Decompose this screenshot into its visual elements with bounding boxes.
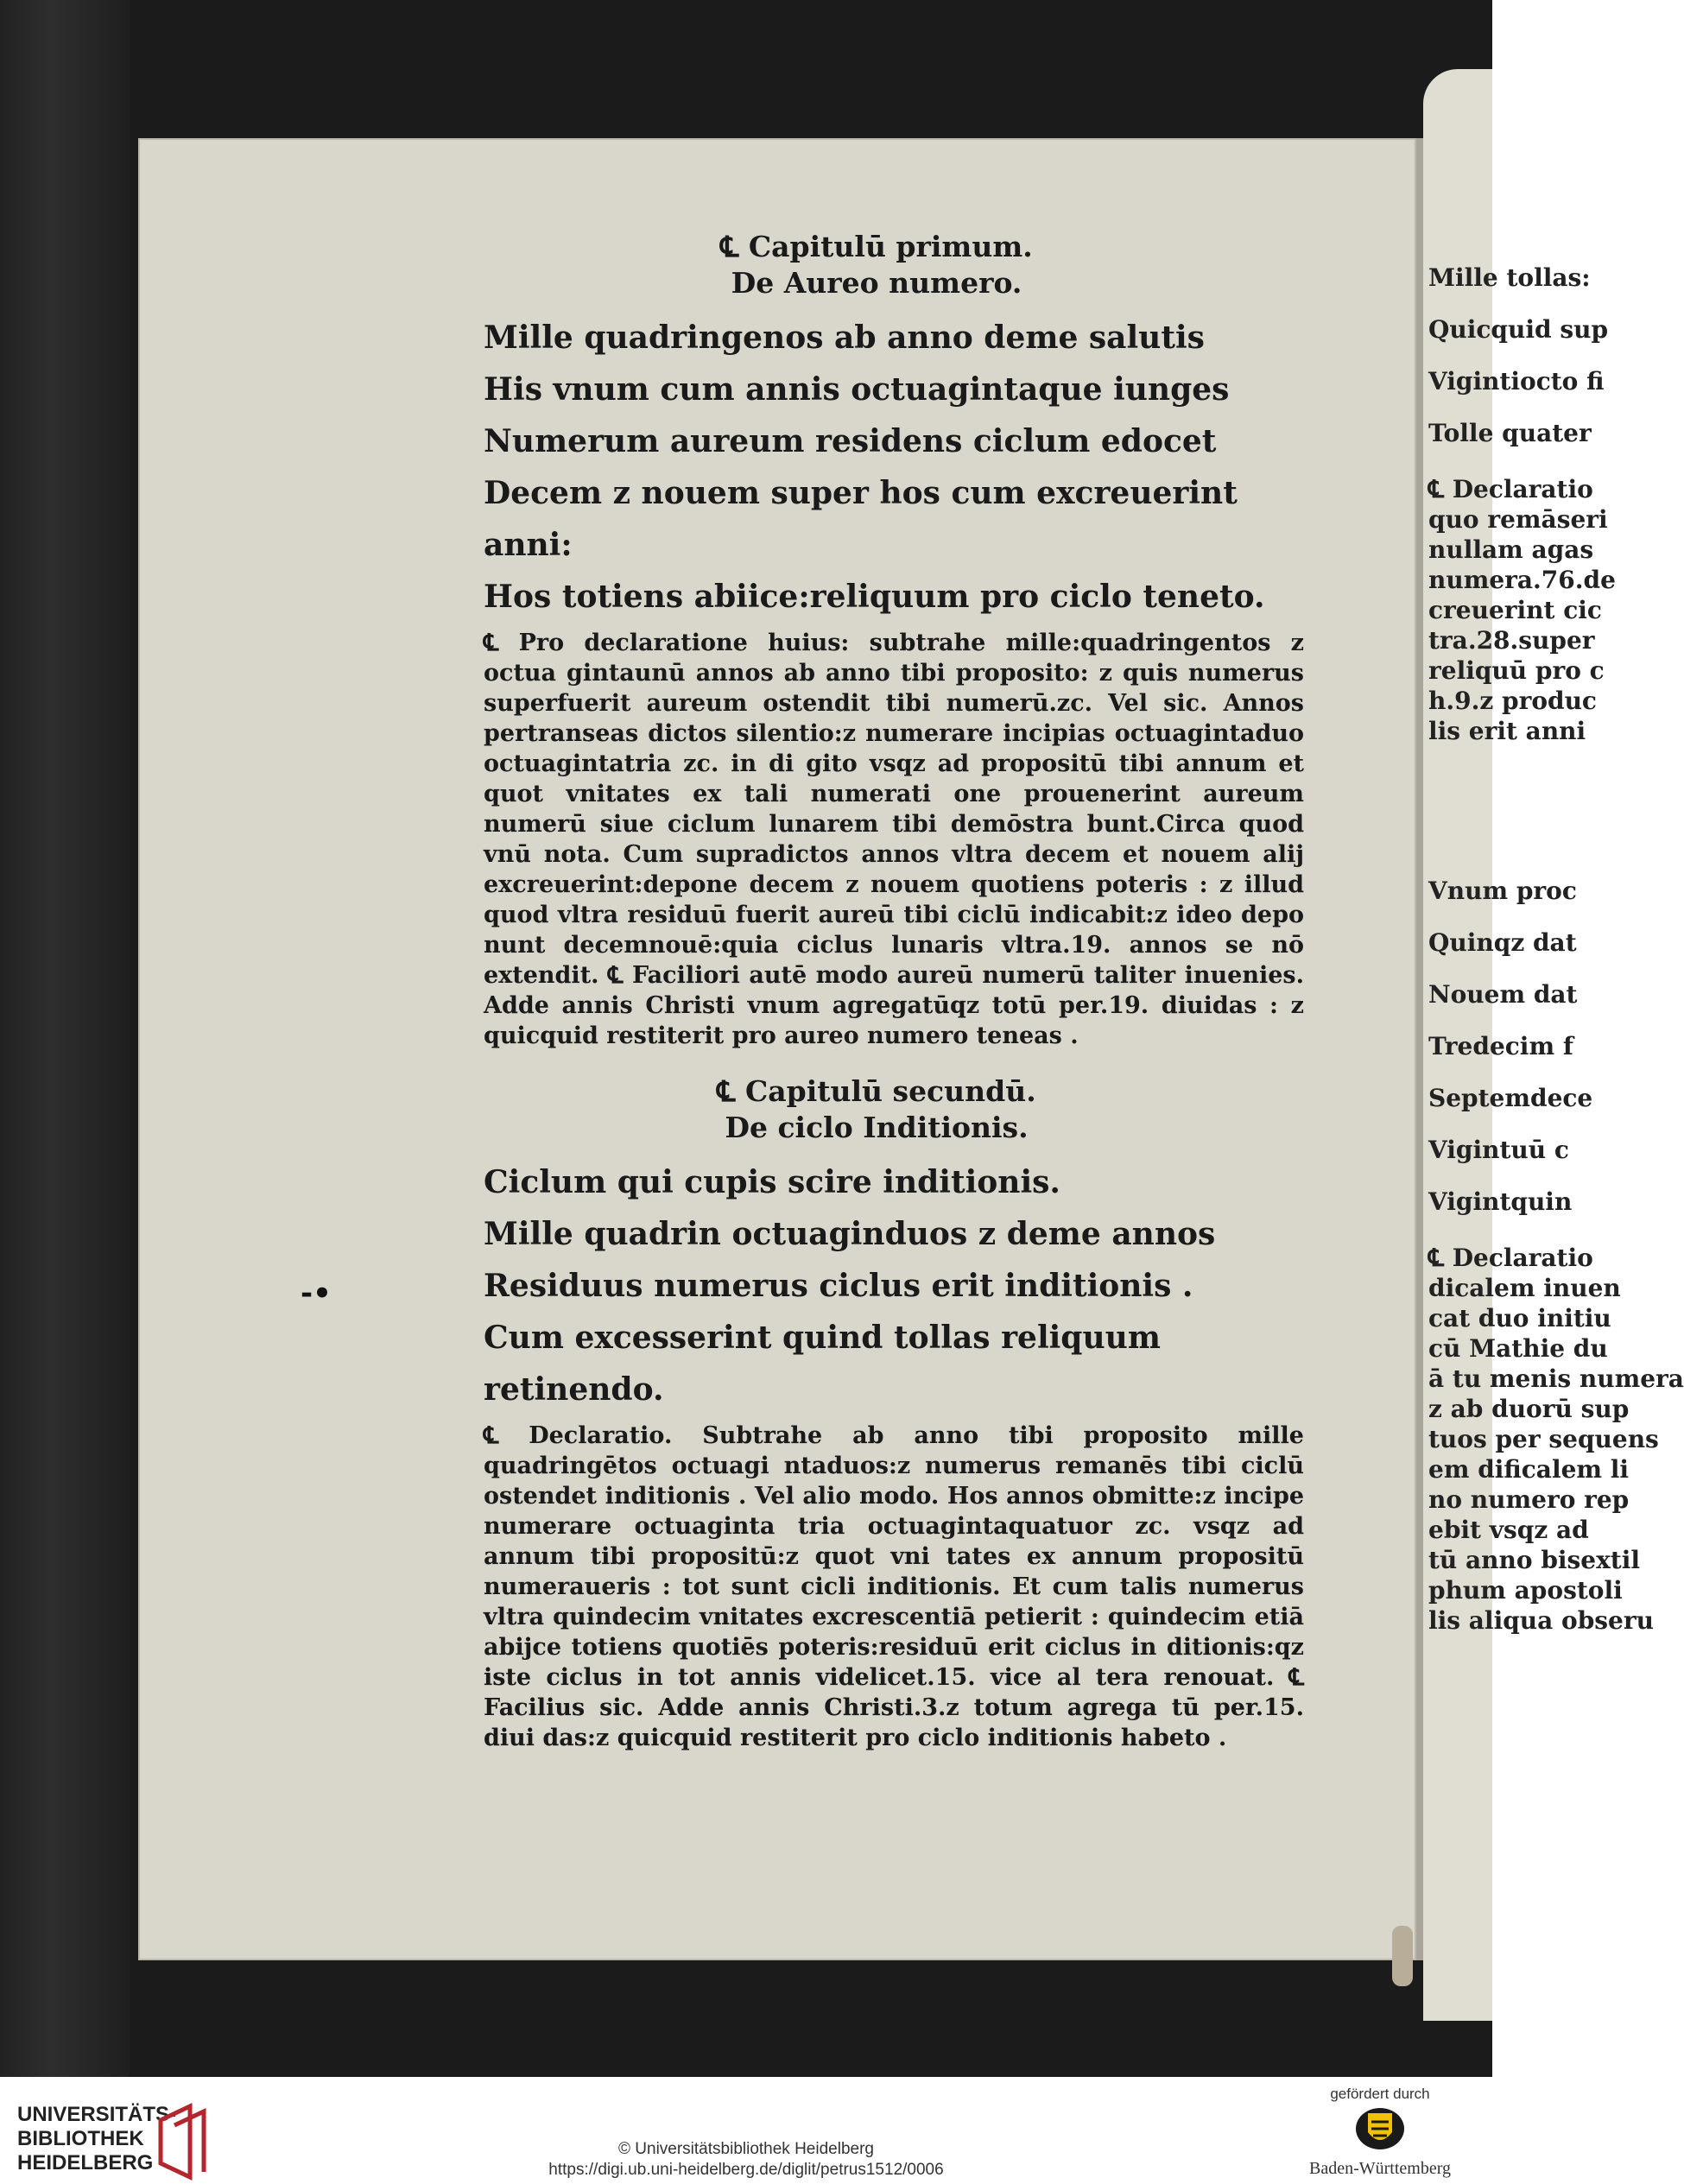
facing-fragment: reliquū pro c <box>1428 656 1605 685</box>
binding-cloth <box>0 0 130 2077</box>
facing-fragment: ℄ Declaratio <box>1428 475 1593 503</box>
facing-fragment: Nouem dat <box>1428 980 1578 1009</box>
facing-fragment: Tolle quater <box>1428 419 1592 447</box>
facing-fragment: Quinqz dat <box>1428 928 1577 957</box>
facing-fragment: nullam agas <box>1428 535 1594 564</box>
facing-fragment: tra.28.super <box>1428 626 1595 655</box>
verse-block-1 <box>484 312 1304 623</box>
chapter-1-title: ℄ Capitulū primum. <box>720 230 1033 263</box>
facing-fragment: cū Mathie du <box>1428 1334 1608 1363</box>
page-text <box>484 229 1304 1753</box>
facing-fragment: ā tu menis numera <box>1428 1364 1684 1393</box>
facing-fragment: lis erit anni <box>1428 717 1586 745</box>
footer-bar <box>0 2077 1492 2184</box>
facing-fragment: tū anno bisextil <box>1428 1546 1641 1574</box>
facing-fragment: ℄ Declaratio <box>1428 1244 1593 1272</box>
facing-fragment: em dificalem li <box>1428 1455 1630 1484</box>
permalink[interactable]: https://digi.ub.uni-heidelberg.de/diglit/petrus1512/0006 <box>548 2161 944 2179</box>
coat-of-arms-icon <box>1354 2106 1406 2151</box>
commentary-1: ℄ Pro declaratione huius: subtrahe mille:quadringentos z octua gintaunū annos ab anno tibi proposito: z quis numerus superfuerit aureum ostendit tibi numerū.zc. Vel sic. Annos pertranseas dictos silentio:z numerare incipias octuagintaduo octuagintatria zc. in di gito vsqz ad propositū tibi annum et quot vnitates ex tali numerati one prouenerint aureum numerū siue ciclum lunarem tibi demōstra bunt.Circa quod vnū nota. Cum supradictos annos vltra decem et nouem alij excreuerint:depone decem z nouem quotiens poteris : z illud quod vltra residuū fuerit aureū tibi ciclū indicabit:z ideo depo nunt decemnouē:quia ciclus lunaris vltra.19. annos se nō extendit. ℄ Faciliori autē modo aureū numerū taliter inuenies. Adde annis Christi vnum agregatūqz totū per.19. diuidas : z quicquid restiterit pro aureo numero teneas . <box>484 630 1304 1049</box>
facing-fragment: tuos per sequens <box>1428 1425 1659 1453</box>
facing-fragment: Septemdece <box>1428 1084 1593 1112</box>
facing-fragment: numera.76.de <box>1428 566 1616 594</box>
facing-fragment: Vigintiocto fi <box>1428 367 1605 396</box>
sponsor-block[interactable] <box>1294 2086 1466 2179</box>
facing-fragment: cat duo initiu <box>1428 1304 1611 1333</box>
verse-line: Cum excesserint quind tollas reliquum retinendo. <box>484 1320 1161 1408</box>
chapter-2-title: ℄ Capitulū secundū. <box>717 1074 1036 1108</box>
facing-fragment: lis aliqua obseru <box>1428 1606 1654 1635</box>
margin-mark: -• <box>301 1276 332 1311</box>
chapter-2-subtitle: De ciclo Inditionis. <box>725 1111 1029 1144</box>
facing-fragment: z ab duorū sup <box>1428 1395 1630 1423</box>
facing-fragment: Mille tollas: <box>1428 263 1591 292</box>
verse-line: Numerum aureum residens ciclum edocet <box>484 423 1217 459</box>
library-name: UNIVERSITÄTS- BIBLIOTHEK HEIDELBERG <box>17 2103 177 2175</box>
verse-line: Decem z nouem super hos cum excreuerint anni: <box>484 475 1238 563</box>
verse-line: Mille quadrin octuaginduos z deme annos <box>484 1216 1216 1252</box>
verse-block-2 <box>484 1156 1304 1415</box>
facing-fragment: h.9.z produc <box>1428 687 1597 715</box>
commentary-2: ℄ Declaratio. Subtrahe ab anno tibi proposito mille quadringētos octuagi ntaduos:z numerus remanēs tibi ciclū ostendet inditionis . Vel alio modo. Hos annos obmitte:z incipe numerare octuaginta tria octuagintaquatuor zc. vsqz ad annum tibi propositū:z quot vni tates ex annum propositū numeraueris : tot sunt cicli inditionis. Et cum talis numerus vltra quindecim vnitates excrescentiā petierit : quindecim etiā abijce totiens quotiēs poteris:residuū erit ciclus in ditionis:qz iste ciclus in tot annis videlicet.15. vice al tera renouat. ℄ Facilius sic. Adde annis Christi.3.z totum agrega tū per.15. diui das:z quicquid restiterit pro ciclo inditionis habeto . <box>484 1422 1304 1751</box>
bookmark-ribbon <box>1392 1926 1413 1986</box>
verse-line: His vnum cum annis octuagintaque iunges <box>484 371 1230 408</box>
facing-fragment: Vigintuū c <box>1428 1136 1569 1164</box>
facing-fragment: quo remāseri <box>1428 505 1608 534</box>
verse-line: Residuus numerus ciclus erit inditionis . <box>484 1268 1193 1304</box>
sponsor-label: gefördert durch <box>1330 2086 1430 2102</box>
facing-fragment: no numero rep <box>1428 1485 1630 1514</box>
copyright-notice <box>0 2139 1492 2181</box>
facing-fragment: dicalem inuen <box>1428 1274 1621 1302</box>
facing-page <box>1423 69 1684 2021</box>
copyright-text: © Universitätsbibliothek Heidelberg <box>618 2140 874 2158</box>
verse-line: Hos totiens abiice:reliquum pro ciclo teneto. <box>484 579 1265 615</box>
facing-fragment: phum apostoli <box>1428 1576 1623 1605</box>
facing-fragment: Vigintquin <box>1428 1187 1573 1216</box>
page-edge <box>1416 138 1423 1960</box>
facing-fragment: creuerint cic <box>1428 596 1602 624</box>
facing-fragment: Quicquid sup <box>1428 315 1609 344</box>
chapter-1-subtitle: De Aureo numero. <box>731 266 1022 300</box>
facing-fragment: ebit vsqz ad <box>1428 1516 1589 1544</box>
sponsor-name: Baden-Württemberg <box>1308 2159 1451 2178</box>
verse-line: Mille quadringenos ab anno deme salutis <box>484 320 1205 356</box>
facing-fragment: Vnum proc <box>1428 877 1577 905</box>
verse-line: Ciclum qui cupis scire inditionis. <box>484 1164 1060 1200</box>
facing-fragment: Tredecim f <box>1428 1032 1573 1060</box>
